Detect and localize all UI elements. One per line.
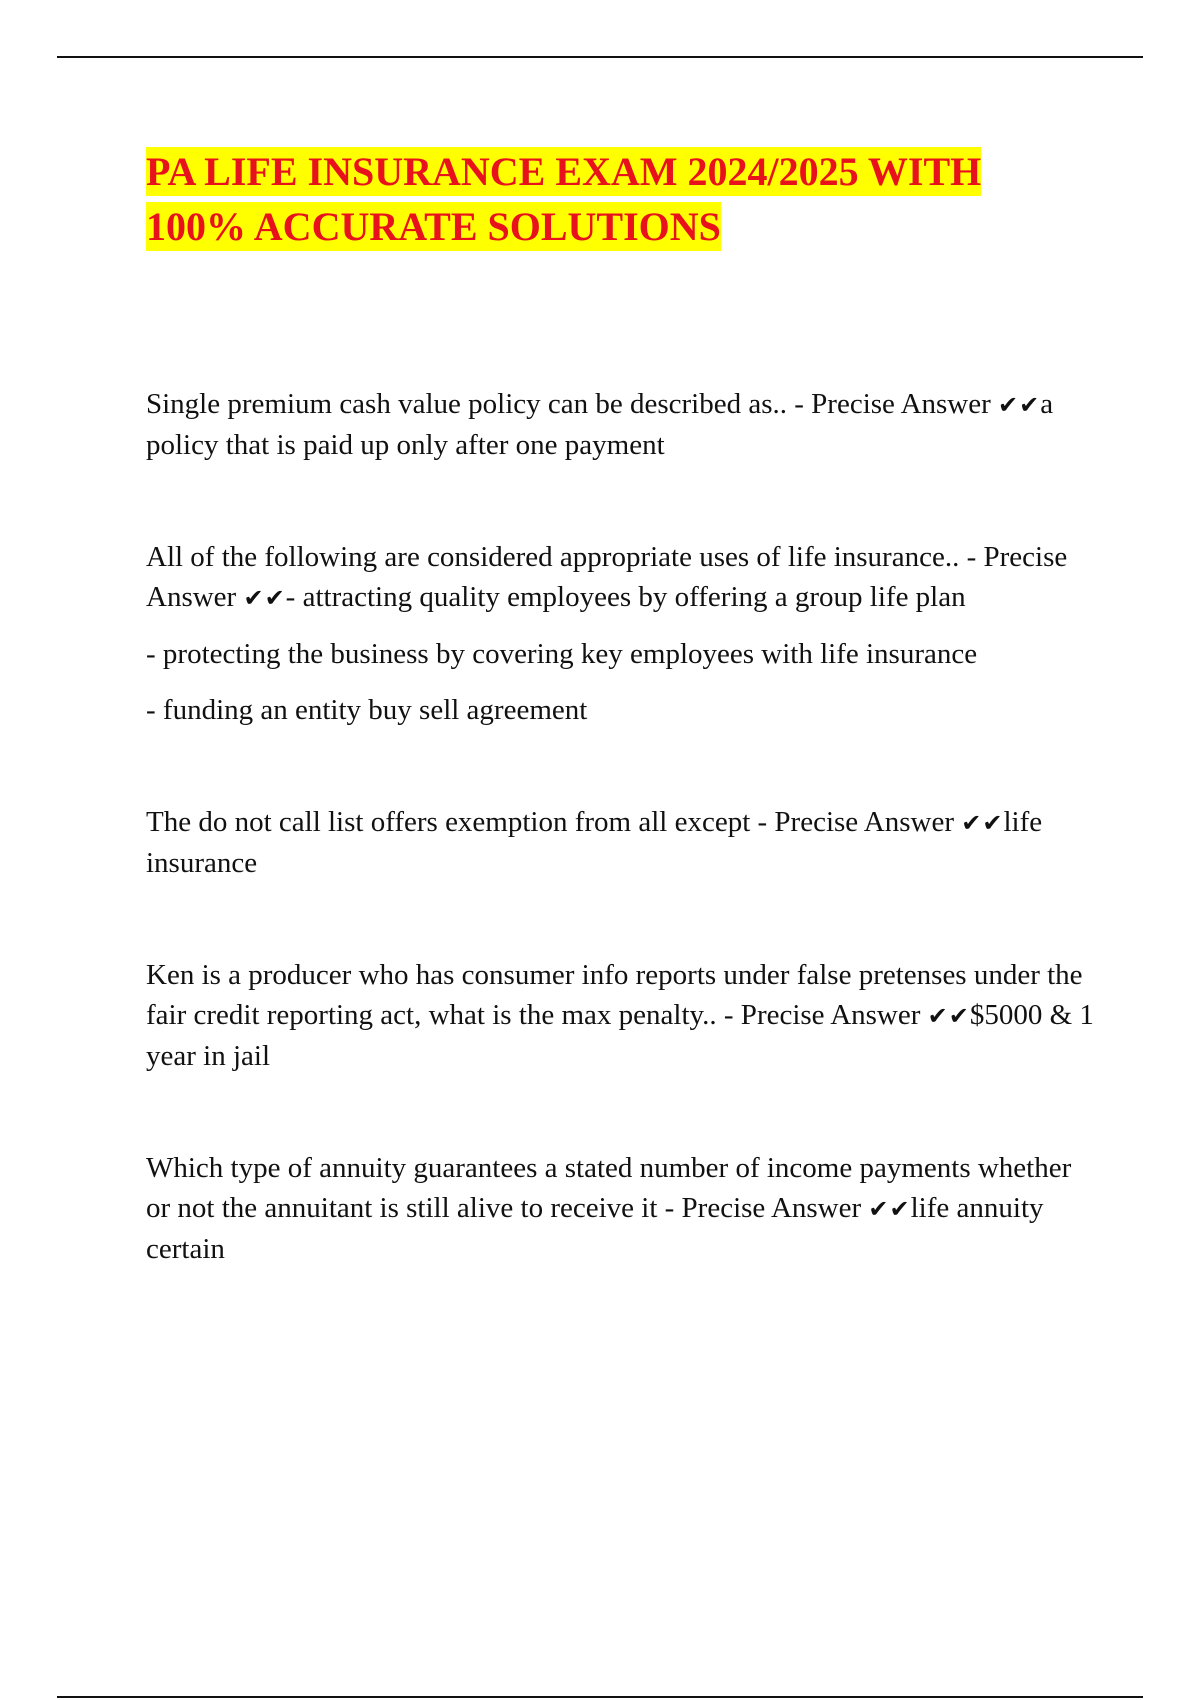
double-check-icon: ✔✔ <box>868 1195 911 1223</box>
double-check-icon: ✔✔ <box>243 584 286 612</box>
title-line-2: 100% ACCURATE SOLUTIONS <box>146 204 721 249</box>
document-title <box>146 144 1106 254</box>
qa-item-2 <box>146 537 1096 730</box>
double-check-icon: ✔✔ <box>927 1002 970 1030</box>
answer-text: a policy that is paid up only after one payment <box>146 388 1054 461</box>
title-line-1: PA LIFE INSURANCE EXAM 2024/2025 WITH <box>146 149 982 194</box>
answer-text: life insurance <box>146 806 1043 879</box>
question-text: Single premium cash value policy can be described as.. - Precise Answer <box>146 388 991 420</box>
qa-item-3 <box>146 802 1096 883</box>
answer-extra-line: - protecting the business by covering key employees with life insurance <box>146 638 978 670</box>
question-text: Ken is a producer who has consumer info reports under false pretenses under the fair credit reporting act, what is the max penalty.. - Precise Answer <box>146 959 1083 1031</box>
top-rule <box>57 56 1143 58</box>
question-text: The do not call list offers exemption from all except - Precise Answer <box>146 806 955 838</box>
double-check-icon: ✔✔ <box>998 391 1041 419</box>
qa-text <box>146 802 1096 883</box>
qa-text <box>146 537 1096 618</box>
qa-list <box>146 384 1096 1341</box>
answer-text: - attracting quality employees by offering a group life plan <box>285 581 966 613</box>
qa-item-4 <box>146 955 1096 1076</box>
qa-item-1 <box>146 384 1096 465</box>
qa-text <box>146 1148 1096 1269</box>
answer-text: life annuity certain <box>146 1192 1044 1265</box>
question-text: All of the following are considered appropriate uses of life insurance.. - Precise Answer <box>146 541 1068 613</box>
qa-text <box>146 384 1096 465</box>
qa-text <box>146 955 1096 1076</box>
answer-text: $5000 & 1 year in jail <box>146 999 1094 1072</box>
question-text: Which type of annuity guarantees a stated number of income payments whether or not the annuitant is still alive to receive it - Precise Answer <box>146 1152 1072 1224</box>
qa-item-5 <box>146 1148 1096 1269</box>
bottom-rule <box>57 1696 1143 1698</box>
answer-extra-line: - funding an entity buy sell agreement <box>146 694 588 726</box>
double-check-icon: ✔✔ <box>961 809 1004 837</box>
